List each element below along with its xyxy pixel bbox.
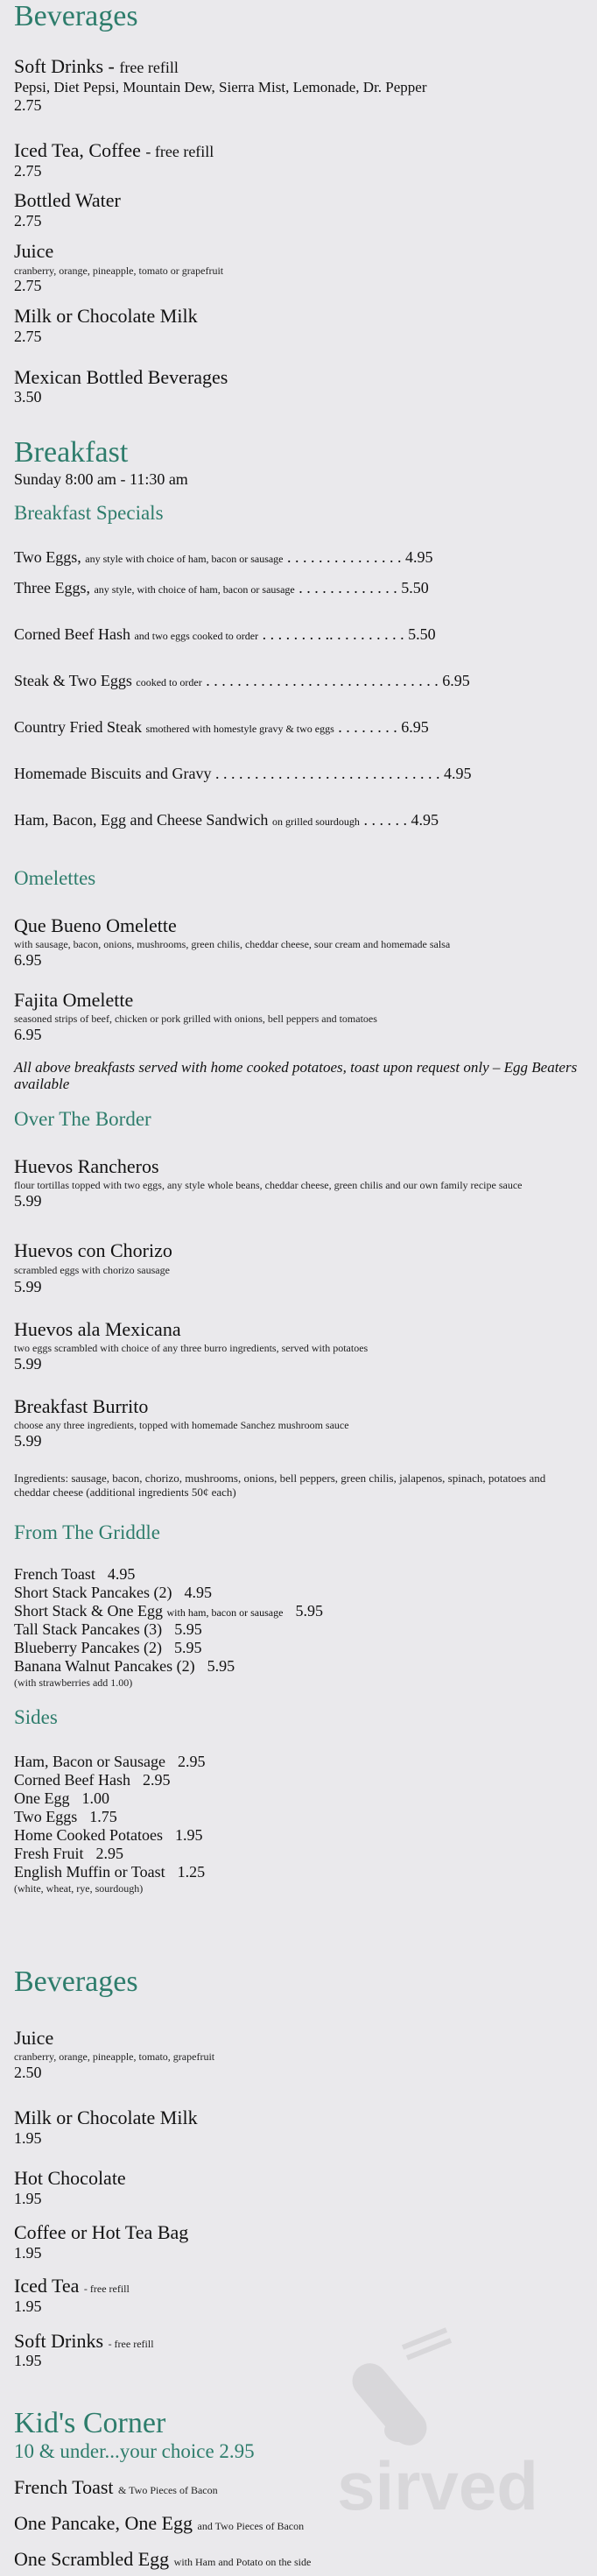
griddle-row: Short Stack & One Egg with ham, bacon or sausage 5.95 — [14, 1602, 323, 1620]
menu-item-price: 5.99 — [14, 1278, 42, 1295]
subsection-title-border: Over The Border — [14, 1108, 151, 1130]
menu-item-price: 2.75 — [14, 162, 42, 180]
griddle-row: Tall Stack Pancakes (3) 5.95 — [14, 1620, 202, 1638]
side-row: Ham, Bacon or Sausage 2.95 — [14, 1753, 206, 1770]
menu-item-name: Milk or Chocolate Milk — [14, 2107, 198, 2128]
menu-item-name: Iced Tea - free refill — [14, 2275, 130, 2297]
menu-item-desc: flour tortillas topped with two eggs, any style whole beans, cheddar cheese, green chilis and our own family recipe sauce — [14, 1179, 523, 1191]
menu-item-price: 1.95 — [14, 2297, 42, 2315]
menu-item-desc: Pepsi, Diet Pepsi, Mountain Dew, Sierra Mist, Lemonade, Dr. Pepper — [14, 79, 427, 95]
griddle-row: Banana Walnut Pancakes (2) 5.95 — [14, 1657, 235, 1675]
section-title-beverages: Beverages — [14, 0, 138, 32]
subsection-title-griddle: From The Griddle — [14, 1521, 160, 1543]
special-row: Two Eggs, any style with choice of ham, bacon or sausage . . . . . . . . . . . . . . . 4.95 — [14, 548, 433, 566]
menu-item-name: Que Bueno Omelette — [14, 914, 177, 936]
menu-item-price: 2.50 — [14, 2064, 42, 2081]
menu-item-price: 2.75 — [14, 328, 42, 345]
menu-item-desc: two eggs scrambled with choice of any three burro ingredients, served with potatoes — [14, 1342, 369, 1354]
menu-item-name: Bottled Water — [14, 189, 121, 211]
subsection-title-sides: Sides — [14, 1706, 58, 1728]
menu-item-price: 2.75 — [14, 96, 42, 114]
breakfast-note: All above breakfasts served with home cooked potatoes, toast upon request only – Egg Beaters available — [14, 1059, 578, 1092]
griddle-row: French Toast 4.95 — [14, 1565, 136, 1583]
section-title-breakfast: Breakfast — [14, 436, 129, 469]
subsection-title-omelettes: Omelettes — [14, 867, 96, 889]
knife-fork-spoon-icon — [345, 2330, 451, 2452]
menu-item-desc: seasoned strips of beef, chicken or pork grilled with onions, bell peppers and tomatoes — [14, 1013, 377, 1025]
kids-item: One Pancake, One Egg and Two Pieces of Bacon — [14, 2512, 305, 2534]
menu-item-name: Soft Drinks - free refill — [14, 55, 179, 77]
menu-item-name: Soft Drinks - free refill — [14, 2330, 154, 2352]
menu-item-desc: cranberry, orange, pineapple, tomato, grapefruit — [14, 2050, 215, 2063]
menu-item-price: 6.95 — [14, 1026, 42, 1043]
menu-item-price: 1.95 — [14, 2352, 42, 2369]
special-row: Corned Beef Hash and two eggs cooked to order . . . . . . . . .. . . . . . . . . . 5.50 — [14, 625, 436, 643]
side-row: Corned Beef Hash 2.95 — [14, 1771, 171, 1789]
menu-item-name: Hot Chocolate — [14, 2167, 126, 2189]
menu-item-price: 1.95 — [14, 2129, 42, 2147]
side-row: English Muffin or Toast 1.25 — [14, 1863, 206, 1881]
menu-item-price: 3.50 — [14, 388, 42, 406]
sides-note: (white, wheat, rye, sourdough) — [14, 1882, 144, 1895]
menu-item-name: Fajita Omelette — [14, 989, 134, 1011]
menu-item-price: 5.99 — [14, 1432, 42, 1450]
side-row: Two Eggs 1.75 — [14, 1808, 117, 1825]
special-row: Three Eggs, any style, with choice of ham, bacon or sausage . . . . . . . . . . . . . 5.50 — [14, 579, 429, 596]
menu-item-name: Mexican Bottled Beverages — [14, 366, 228, 388]
ingredients-note: Ingredients: sausage, bacon, chorizo, mushrooms, onions, bell peppers, green chilis, jalapenos, spinach, potatoes and cheddar cheese (additional ingredients 50¢ each) — [14, 1471, 546, 1499]
special-row: Country Fried Steak smothered with homestyle gravy & two eggs . . . . . . . . 6.95 — [14, 718, 429, 736]
subsection-title-specials: Breakfast Specials — [14, 502, 164, 524]
menu-item-name: Juice — [14, 2027, 54, 2049]
kids-item: One Scrambled Egg with Ham and Potato on the side — [14, 2548, 312, 2570]
griddle-row: Short Stack Pancakes (2) 4.95 — [14, 1584, 212, 1601]
menu-item-desc: with sausage, bacon, onions, mushrooms, green chilis, cheddar cheese, sour cream and homemade salsa — [14, 938, 451, 950]
menu-item-price: 2.75 — [14, 212, 42, 229]
side-row: Fresh Fruit 2.95 — [14, 1845, 124, 1862]
griddle-row: Blueberry Pancakes (2) 5.95 — [14, 1639, 202, 1656]
menu-item-price: 1.95 — [14, 2190, 42, 2207]
menu-item-desc: cranberry, orange, pineapple, tomato or grapefruit — [14, 265, 224, 277]
special-row: Homemade Biscuits and Gravy . . . . . . . . . . . . . . . . . . . . . . . . . . . . . 4.95 — [14, 765, 472, 782]
menu-item-name: Huevos ala Mexicana — [14, 1318, 181, 1340]
menu-item-price: 1.95 — [14, 2244, 42, 2262]
special-row: Ham, Bacon, Egg and Cheese Sandwich on grilled sourdough . . . . . . 4.95 — [14, 811, 439, 829]
menu-item-name: Huevos Rancheros — [14, 1155, 159, 1177]
menu-item-price: 5.99 — [14, 1192, 42, 1210]
menu-item-price: 6.95 — [14, 951, 42, 969]
menu-item-price: 5.99 — [14, 1355, 42, 1373]
breakfast-hours: Sunday 8:00 am - 11:30 am — [14, 470, 188, 488]
kids-subtitle: 10 & under...your choice 2.95 — [14, 2440, 255, 2462]
menu-item-name: Coffee or Hot Tea Bag — [14, 2221, 189, 2243]
special-row: Steak & Two Eggs cooked to order . . . . . . . . . . . . . . . . . . . . . . . . . . . . . . 6.95 — [14, 672, 470, 689]
watermark-text: sirved — [337, 2447, 538, 2523]
menu-item-desc: scrambled eggs with chorizo sausage — [14, 1264, 170, 1276]
menu-item-desc: choose any three ingredients, topped with homemade Sanchez mushroom sauce — [14, 1419, 349, 1431]
sirved-watermark-logo — [315, 2321, 560, 2523]
menu-item-name: Milk or Chocolate Milk — [14, 305, 198, 327]
menu-item-name: Juice — [14, 240, 54, 262]
side-row: One Egg 1.00 — [14, 1789, 109, 1807]
section-title-beverages-2: Beverages — [14, 1966, 138, 1998]
kids-item: French Toast & Two Pieces of Bacon — [14, 2476, 218, 2498]
menu-item-name: Huevos con Chorizo — [14, 1239, 172, 1261]
side-row: Home Cooked Potatoes 1.95 — [14, 1826, 203, 1844]
griddle-note: (with strawberries add 1.00) — [14, 1676, 133, 1689]
menu-item-price: 2.75 — [14, 277, 42, 294]
section-title-kids: Kid's Corner — [14, 2407, 166, 2439]
menu-item-name: Breakfast Burrito — [14, 1395, 149, 1417]
menu-item-name: Iced Tea, Coffee - free refill — [14, 139, 214, 161]
